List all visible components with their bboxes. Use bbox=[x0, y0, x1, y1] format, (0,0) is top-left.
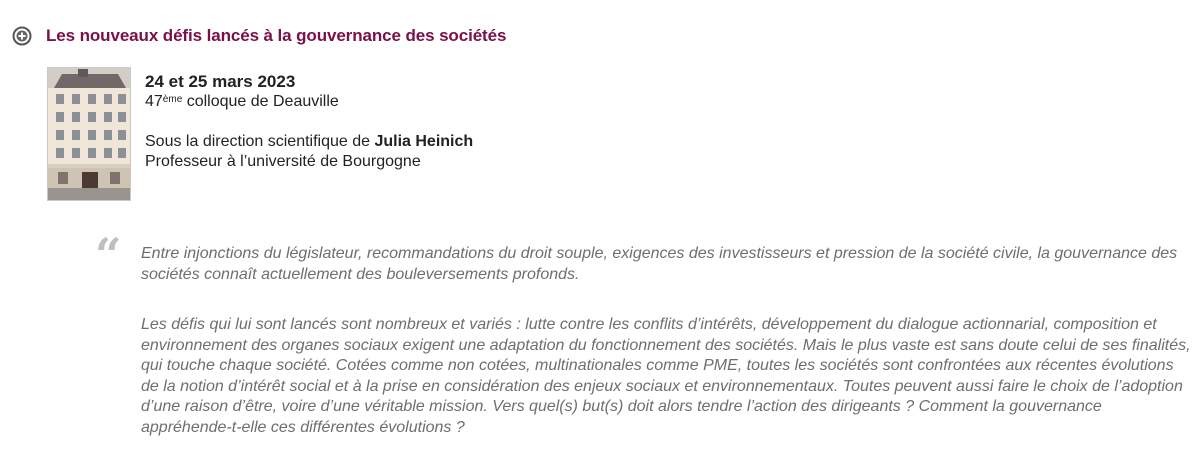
edition-number: 47 bbox=[145, 93, 163, 110]
event-edition bbox=[145, 92, 473, 112]
venue-photo bbox=[47, 67, 131, 201]
description-paragraph: Entre injonctions du législateur, recommandations du droit souple, exigences des investisseurs et pression de la société civile, la gouvernance des sociétés connaît actuellement des bouleversements profonds. bbox=[141, 245, 1178, 283]
direction-prefix: Sous la direction scientifique de bbox=[145, 133, 375, 150]
event-header bbox=[12, 26, 506, 46]
event-date: 24 et 25 mars 2023 bbox=[145, 72, 296, 91]
edition-suffix: ème bbox=[162, 94, 183, 105]
event-description bbox=[141, 244, 1191, 438]
director-title: Professeur à l’université de Bourgogne bbox=[145, 153, 421, 170]
description-paragraph: Les défis qui lui sont lancés sont nombreux et variés : lutte contre les conflits d’intérêts, développement du dialogue actionnarial, composition et environnement des organes sociaux exigent une adaptation du fonctionnement des sociétés. Mais le plus vaste est sans doute celui de ses finalités, qui touche chaque société. Cotées comme non cotées, multinationales comme PME, toutes les sociétés sont confrontées aux récentes évolutions de la notion d’intérêt social et à la prise en considération des enjeux sociaux et environnementaux. Toutes peuvent aussi faire le choix de l’adoption d’une raison d’être, voire d’une véritable mission. Vers quel(s) but(s) doit alors tendre l’action des dirigeants ? Comment la gouvernance appréhende-t-elle ces différentes évolutions ? bbox=[141, 316, 1191, 436]
edition-label: colloque de Deauville bbox=[182, 93, 339, 110]
event-info bbox=[145, 72, 473, 172]
director-name: Julia Heinich bbox=[374, 133, 474, 150]
direction-line bbox=[145, 132, 473, 152]
open-quote-icon: “ bbox=[95, 228, 122, 282]
event-title[interactable]: Les nouveaux défis lancés à la gouvernance des sociétés bbox=[46, 26, 507, 45]
plus-circle-icon[interactable] bbox=[12, 26, 32, 46]
